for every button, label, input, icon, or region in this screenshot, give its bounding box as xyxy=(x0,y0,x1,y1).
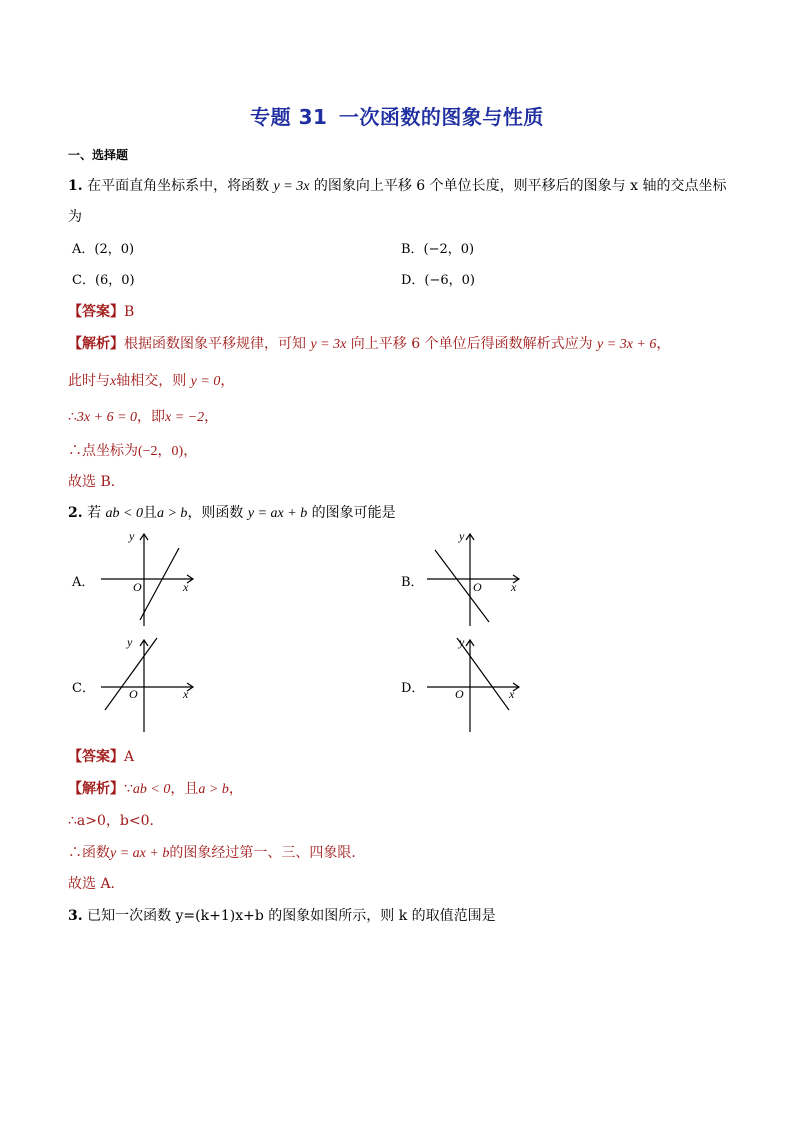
q1-line2-c: ， xyxy=(220,373,235,389)
q1-option-a: A．(2，0) xyxy=(72,242,135,257)
q1-option-d: D．(−6，0) xyxy=(401,273,476,288)
origin-label: O xyxy=(455,687,464,701)
q1-answer xyxy=(68,302,134,322)
q1-text-b: 的图象向上平移 6 个单位长度，则平移后的图象与 x 轴的交点坐标 xyxy=(313,178,727,194)
origin-label: O xyxy=(129,687,138,701)
q1-line2-expr: y = 0 xyxy=(190,374,221,389)
function-line xyxy=(140,548,179,620)
q1-line3-a: ∴ xyxy=(68,409,77,425)
q1-line1-c: ， xyxy=(656,336,671,352)
q2-answer xyxy=(68,747,134,767)
q2-analysis-line2: ∴a>0，b<0． xyxy=(68,813,164,829)
y-label: y xyxy=(127,635,133,649)
q2-line1-expr2: a > b xyxy=(198,782,229,797)
q2-line1-b: ，且 xyxy=(170,781,199,797)
y-label: y xyxy=(459,529,465,543)
q2-analysis-line1 xyxy=(68,779,243,800)
q2-line1-expr1: ab < 0 xyxy=(132,782,171,797)
title-text: 一次函数的图象与性质 xyxy=(338,105,544,129)
q2-option-a-label: A． xyxy=(72,575,95,590)
title-number: 专题 31 xyxy=(250,105,328,129)
q1-analysis-line2 xyxy=(68,371,234,392)
q2-line3-expr: y = ax + b xyxy=(110,846,170,861)
q1-option-b: B．(−2，0) xyxy=(401,242,475,257)
x-label: x xyxy=(183,580,189,594)
q1-number: 1. xyxy=(68,178,83,194)
q1-analysis-label: 【解析】 xyxy=(68,336,124,352)
q1-analysis-line3 xyxy=(68,407,218,428)
q2-option-d-label: D． xyxy=(401,681,425,696)
q2-stem xyxy=(68,503,396,524)
q1-analysis-line1 xyxy=(68,334,670,355)
q2-text-d: 的图象可能是 xyxy=(311,505,396,521)
q2-option-c-label: C． xyxy=(72,681,95,696)
x-label: x xyxy=(511,580,517,594)
q1-answer-value: B xyxy=(124,304,135,320)
q1-line1-b: 向上平移 6 个单位后得函数解析式应为 xyxy=(350,336,593,352)
y-label: y xyxy=(459,635,465,649)
q1-expr: y = 3x xyxy=(273,179,310,194)
x-label: x xyxy=(509,687,515,701)
q2-text-b: 且 xyxy=(142,505,157,521)
q2-expr2: a > b xyxy=(156,506,188,521)
q2-line1-a: ∵ xyxy=(124,781,133,797)
q1-line1-expr2: y = 3x + 6 xyxy=(597,337,657,352)
q2-analysis-label: 【解析】 xyxy=(68,781,124,797)
q2-text-a: 若 xyxy=(87,505,102,521)
q1-analysis-line5: 故选 B． xyxy=(68,474,125,490)
origin-label: O xyxy=(133,580,142,594)
q1-answer-label: 【答案】 xyxy=(68,304,124,320)
q1-analysis-line4 xyxy=(68,441,197,462)
function-line xyxy=(457,638,509,710)
q2-graph-c xyxy=(97,634,207,736)
q1-stem-line1 xyxy=(68,176,726,197)
q2-line1-c: ， xyxy=(228,781,243,797)
q1-line3-b: ，即 xyxy=(137,409,166,425)
q3-text: 已知一次函数 y=(k+1)x+b 的图象如图所示，则 k 的取值范围是 xyxy=(87,908,496,924)
origin-label: O xyxy=(473,580,482,594)
q1-stem-line2: 为 xyxy=(68,209,82,225)
q1-line4-b: ， xyxy=(183,443,198,459)
q2-number: 2. xyxy=(68,505,83,521)
q1-line2-x: x xyxy=(110,374,117,389)
section-heading: 一、选择题 xyxy=(68,148,129,162)
q2-analysis-line3 xyxy=(68,843,365,864)
q2-expr1: ab < 0 xyxy=(105,506,143,521)
q1-line3-c: ， xyxy=(204,409,219,425)
y-label: y xyxy=(129,529,135,543)
q1-line1-a: 根据函数图象平移规律，可知 xyxy=(124,336,306,352)
q2-graph-d xyxy=(423,634,533,736)
q1-line3-expr2: x = −2 xyxy=(165,410,205,425)
q2-analysis-line4: 故选 A． xyxy=(68,876,125,892)
q2-expr3: y = ax + b xyxy=(247,506,308,521)
q2-graph-b xyxy=(423,528,533,630)
q2-answer-label: 【答案】 xyxy=(68,749,124,765)
q2-text-c: ，则函数 xyxy=(187,505,244,521)
q2-option-b-label: B． xyxy=(401,575,424,590)
q2-line3-a: ∴函数 xyxy=(68,845,110,861)
q1-option-c: C．(6，0) xyxy=(72,273,135,288)
q1-line1-expr1: y = 3x xyxy=(310,337,347,352)
page-title xyxy=(0,101,794,130)
q1-line3-expr1: 3x + 6 = 0 xyxy=(76,410,138,425)
q1-line2-b: 轴相交，则 xyxy=(116,373,187,389)
q2-answer-value: A xyxy=(124,749,135,765)
q1-line4-expr: (−2，0) xyxy=(138,444,184,459)
q1-line4-a: ∴点坐标为 xyxy=(68,443,138,459)
x-label: x xyxy=(183,687,189,701)
q3-stem xyxy=(68,906,496,926)
q2-graph-a xyxy=(97,528,207,630)
q1-line2-a: 此时与 xyxy=(68,373,110,389)
q1-text-a: 在平面直角坐标系中，将函数 xyxy=(87,178,270,194)
q2-line3-b: 的图象经过第一、三、四象限． xyxy=(169,845,366,861)
q3-number: 3. xyxy=(68,908,83,924)
